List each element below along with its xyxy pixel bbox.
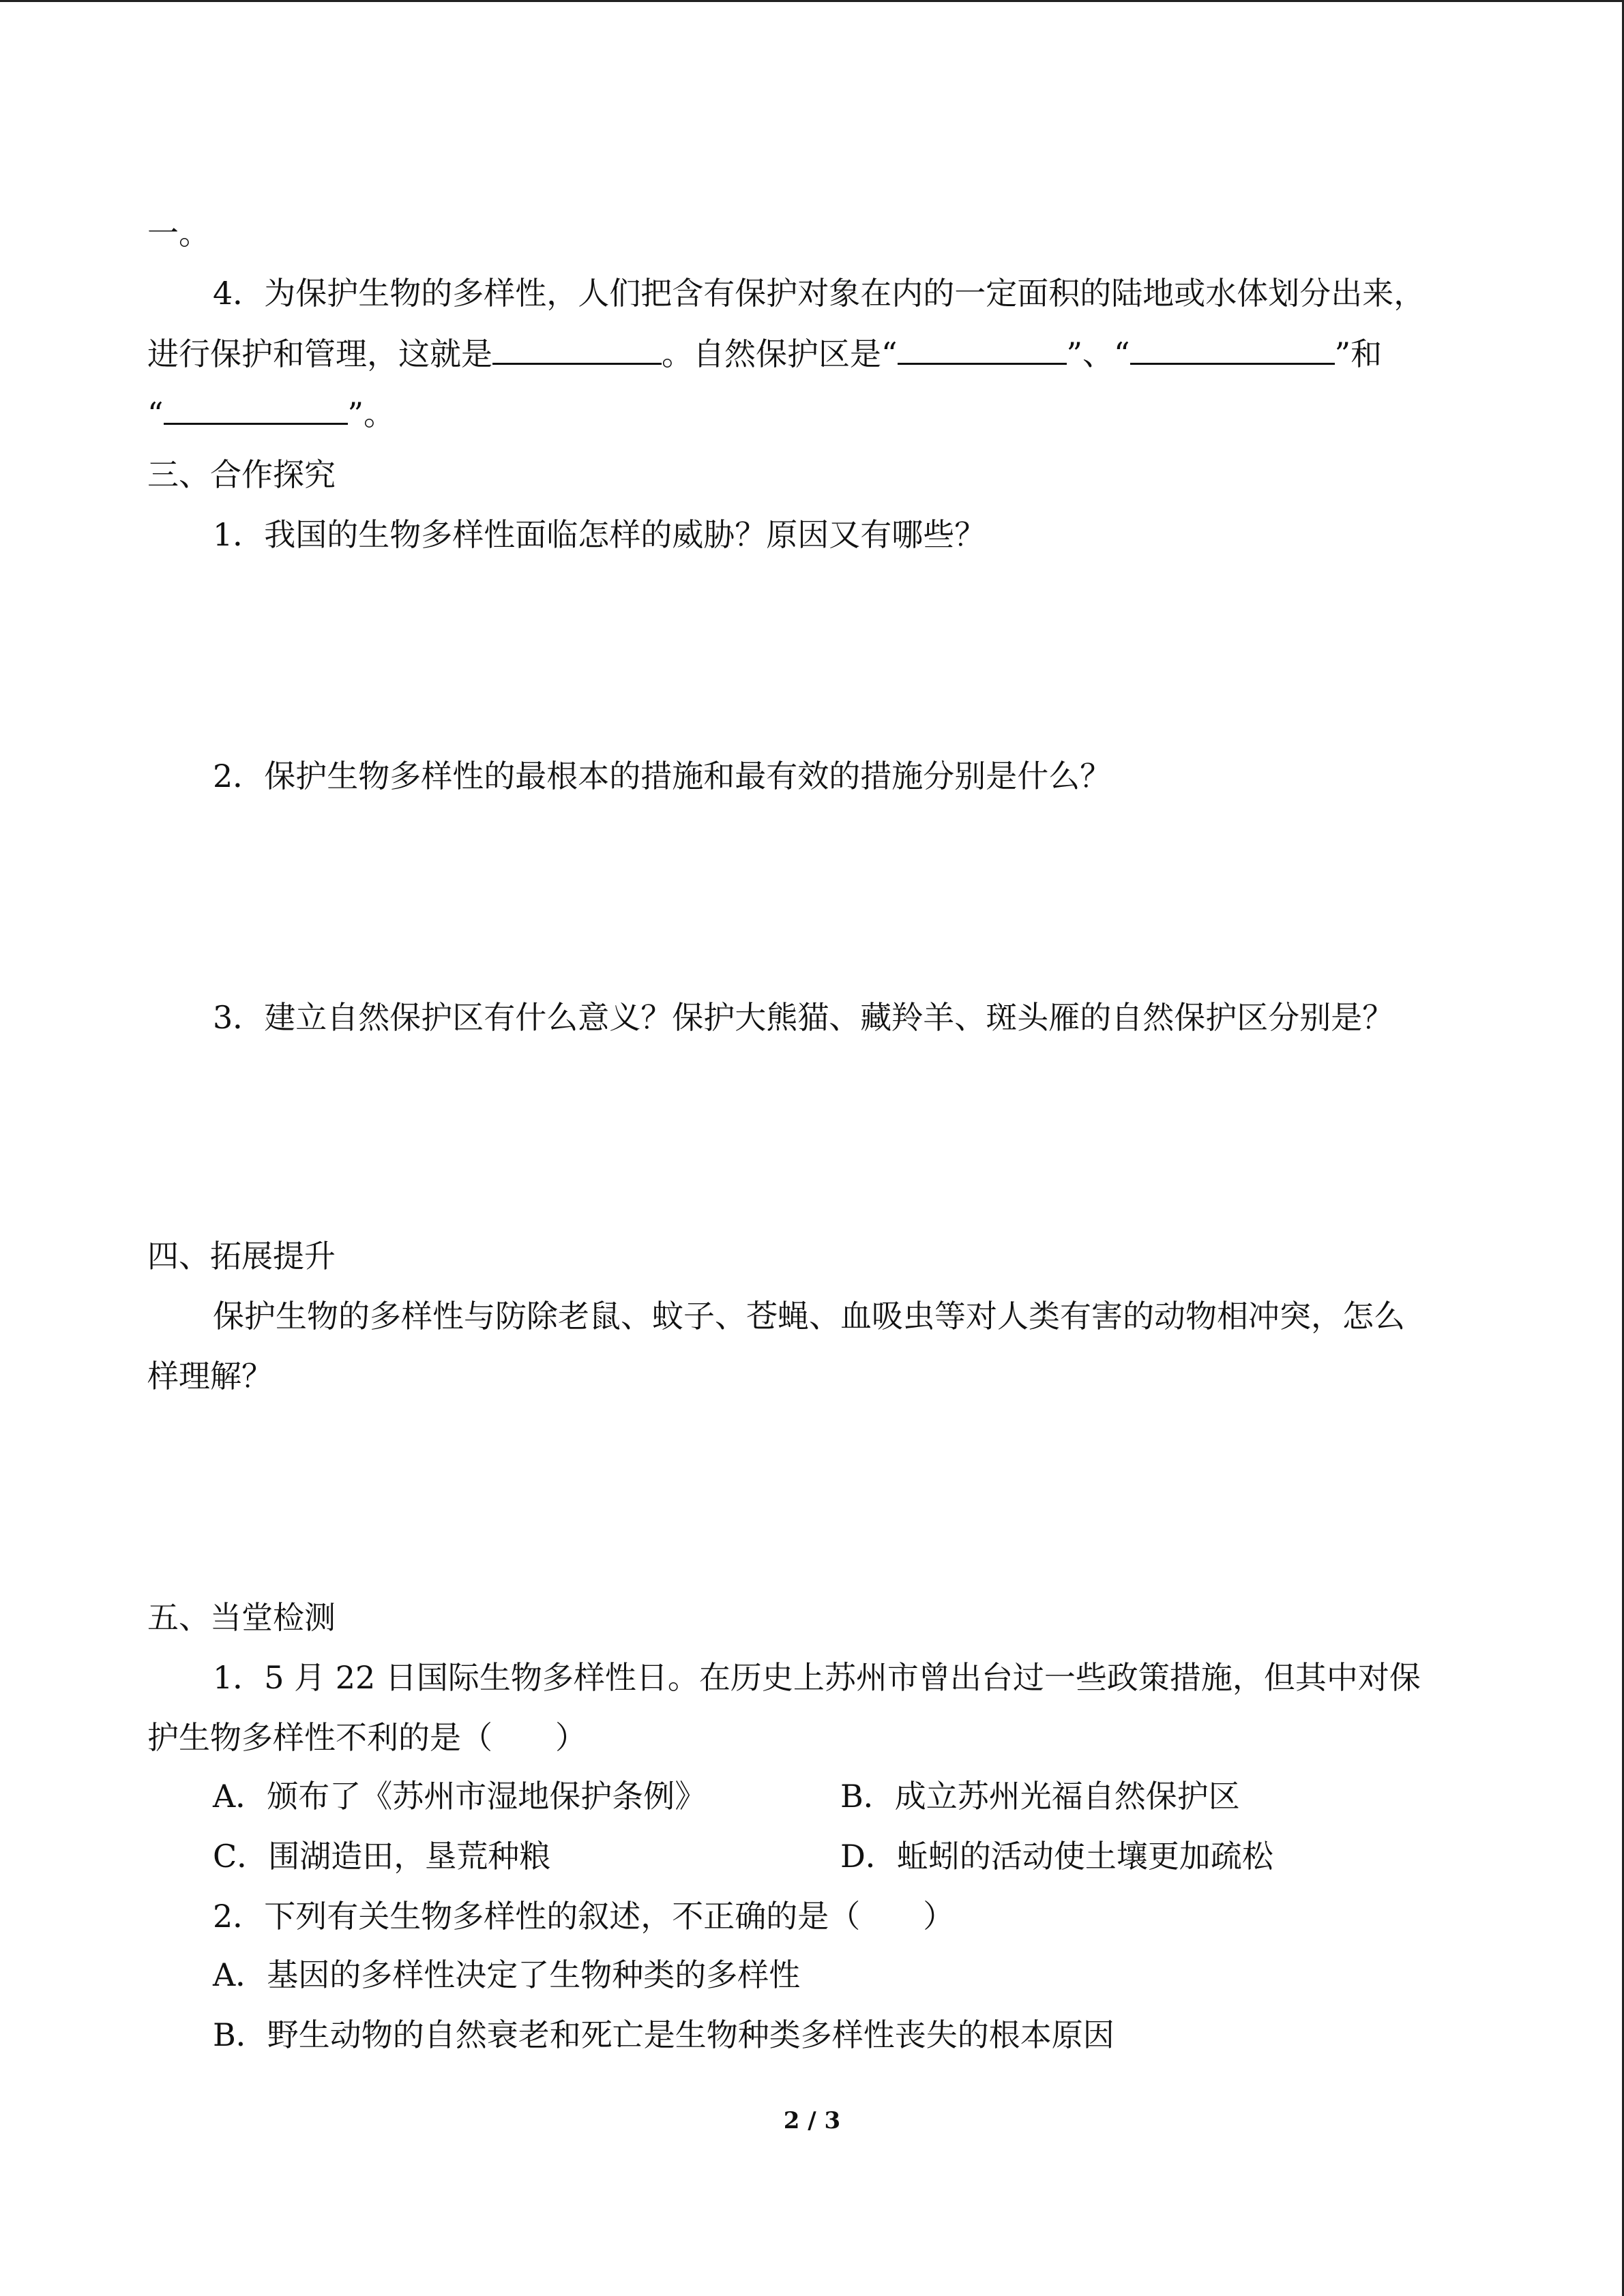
test-question-1-option-a[interactable]: A．颁布了《苏州市湿地保护条例》 xyxy=(213,1778,707,1815)
question-4-text-b: 。自然保护区是“ xyxy=(662,336,898,372)
test-question-2-option-a[interactable]: A．基因的多样性决定了生物种类的多样性 xyxy=(213,1956,801,1993)
section-heading-5: 五、当堂检测 xyxy=(147,1599,336,1636)
question-4-line-1: 4．为保护生物的多样性，人们把含有保护对象在内的一定面积的陆地或水体划分出来， xyxy=(213,275,1426,312)
inquiry-question-1: 1．我国的生物多样性面临怎样的威胁？原因又有哪些？ xyxy=(213,516,986,553)
inquiry-question-2: 2．保护生物多样性的最根本的措施和最有效的措施分别是什么？ xyxy=(213,758,1112,794)
question-4-line-2 xyxy=(147,333,1382,374)
page-number: 2 / 3 xyxy=(783,2107,841,2134)
question-4-line-3 xyxy=(147,393,395,434)
question-4-text-f: ”。 xyxy=(347,396,396,432)
extension-question-line-1: 保护生物的多样性与防除老鼠、蚊子、苍蝇、血吸虫等对人类有害的动物相冲突，怎么 xyxy=(213,1298,1405,1335)
test-question-1-option-b[interactable]: B．成立苏州光福自然保护区 xyxy=(840,1778,1240,1815)
answer-blank-1[interactable] xyxy=(492,333,662,365)
text-line-prev-end: 一。 xyxy=(147,215,210,252)
question-4-text-a: 进行保护和管理，这就是 xyxy=(147,336,492,372)
section-heading-4: 四、拓展提升 xyxy=(147,1238,336,1274)
test-question-1-option-d[interactable]: D．蚯蚓的活动使土壤更加疏松 xyxy=(840,1838,1273,1875)
test-question-2-option-b[interactable]: B．野生动物的自然衰老和死亡是生物种类多样性丧失的根本原因 xyxy=(213,2016,1114,2053)
extension-question-line-2: 样理解？ xyxy=(147,1358,273,1395)
test-question-1-option-c[interactable]: C．围湖造田，垦荒种粮 xyxy=(213,1838,551,1875)
test-question-1-line-1: 1．5 月 22 日国际生物多样性日。在历史上苏州市曾出台过一些政策措施，但其中对保 xyxy=(213,1659,1421,1696)
question-4-text-c: ”、“ xyxy=(1066,336,1130,372)
question-4-text-e: “ xyxy=(147,396,164,432)
answer-blank-4[interactable] xyxy=(164,393,348,425)
section-heading-3: 三、合作探究 xyxy=(147,456,336,493)
answer-blank-3[interactable] xyxy=(1130,333,1335,365)
inquiry-question-3: 3．建立自然保护区有什么意义？保护大熊猫、藏羚羊、斑头雁的自然保护区分别是？ xyxy=(213,999,1394,1036)
test-question-2: 2．下列有关生物多样性的叙述，不正确的是（ ） xyxy=(213,1898,955,1935)
question-4-text-d: ”和 xyxy=(1334,336,1383,372)
test-question-1-line-2: 护生物多样性不利的是（ ） xyxy=(147,1719,587,1756)
answer-blank-2[interactable] xyxy=(898,333,1067,365)
